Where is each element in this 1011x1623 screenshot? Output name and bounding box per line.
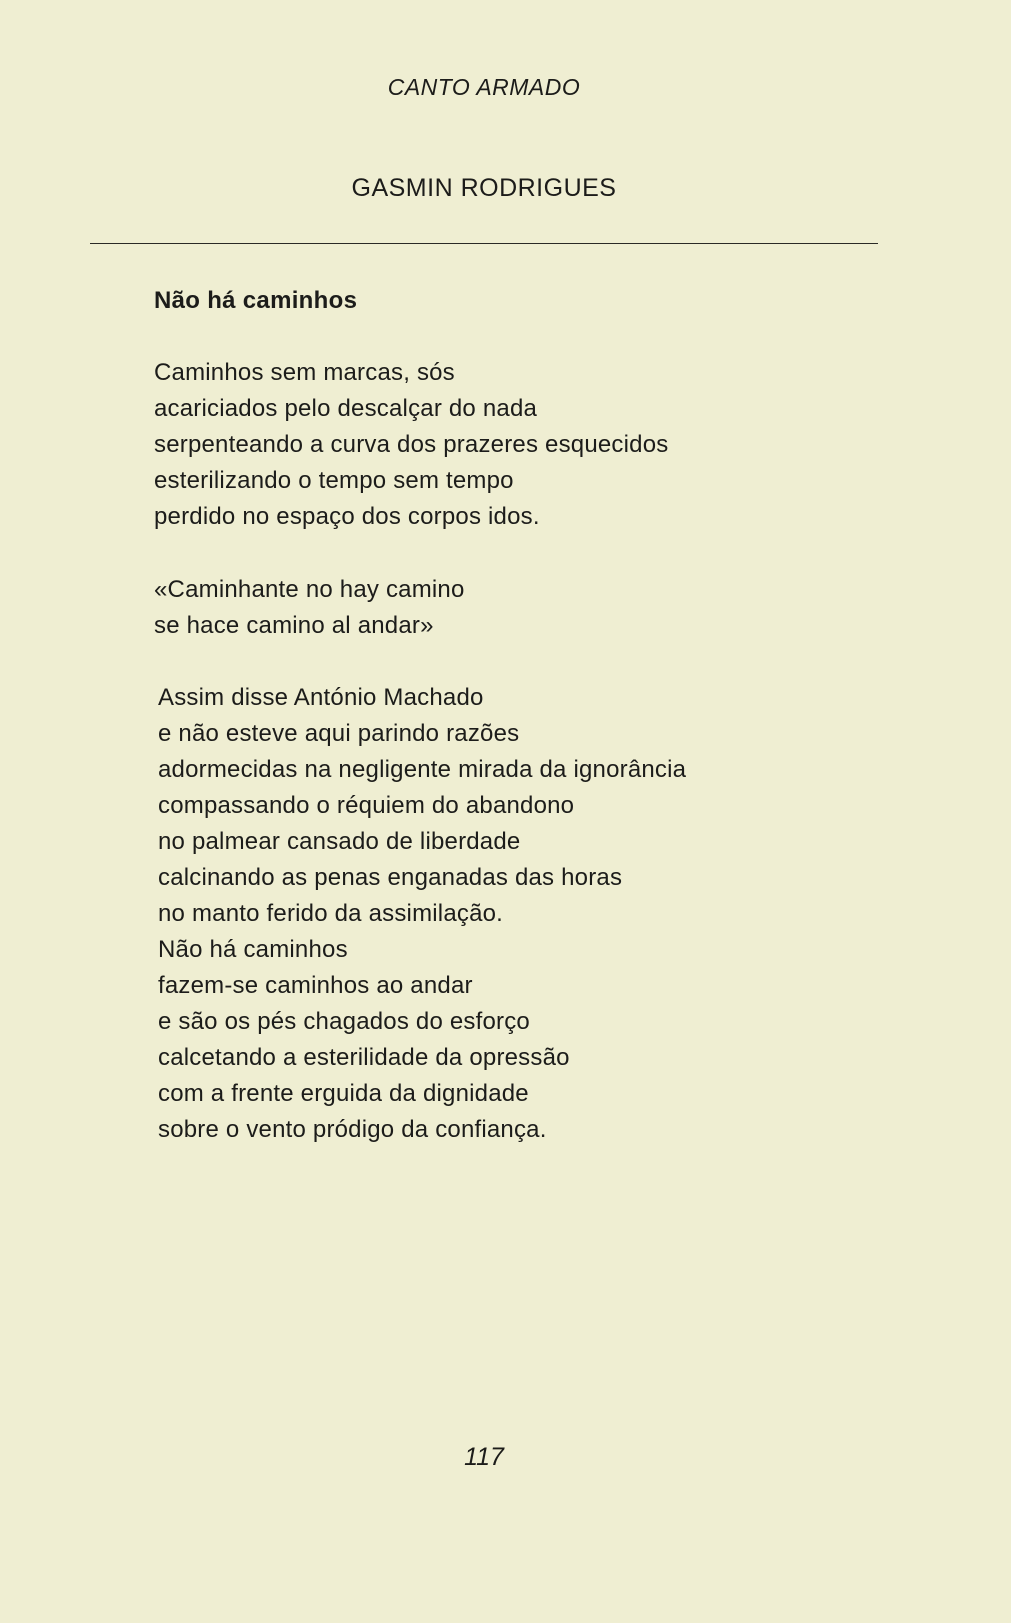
poem-line: Não há caminhos [158, 936, 348, 963]
poem-line: sobre o vento pródigo da confiança. [158, 1116, 547, 1143]
running-header: CANTO ARMADO [387, 74, 581, 100]
poem-line: no palmear cansado de liberdade [158, 828, 521, 855]
poem-line: no manto ferido da assimilação. [158, 900, 504, 927]
poem-line: e não esteve aqui parindo razões [158, 720, 520, 747]
poem-line: se hace camino al andar» [154, 612, 434, 639]
horizontal-rule [90, 243, 878, 244]
poem-title: Não há caminhos [154, 287, 358, 314]
poem-line: acariciados pelo descalçar do nada [154, 395, 538, 422]
poem-line: esterilizando o tempo sem tempo [154, 467, 514, 494]
stanza-2-quotation [154, 572, 465, 644]
poem-line: e são os pés chagados do esforço [158, 1008, 530, 1035]
poem-line: calcetando a esterilidade da opressão [158, 1044, 570, 1071]
stanza-1 [154, 355, 668, 535]
poem-line: Assim disse António Machado [158, 684, 484, 711]
poem-line: com a frente erguida da dignidade [158, 1080, 529, 1107]
author-name: GASMIN RODRIGUES [351, 174, 617, 202]
poem-line: perdido no espaço dos corpos idos. [154, 503, 540, 530]
poem-line: calcinando as penas enganadas das horas [158, 864, 623, 891]
poem-line: compassando o réquiem do abandono [158, 792, 575, 819]
poem-line: fazem-se caminhos ao andar [158, 972, 473, 999]
poem-line: «Caminhante no hay camino [154, 576, 465, 603]
poem-line: Caminhos sem marcas, sós [154, 359, 455, 386]
poem-line: adormecidas na negligente mirada da ignorância [158, 756, 687, 783]
poem-line: serpenteando a curva dos prazeres esquecidos [154, 431, 669, 458]
page-number: 117 [464, 1443, 504, 1471]
stanza-3 [158, 680, 686, 1148]
